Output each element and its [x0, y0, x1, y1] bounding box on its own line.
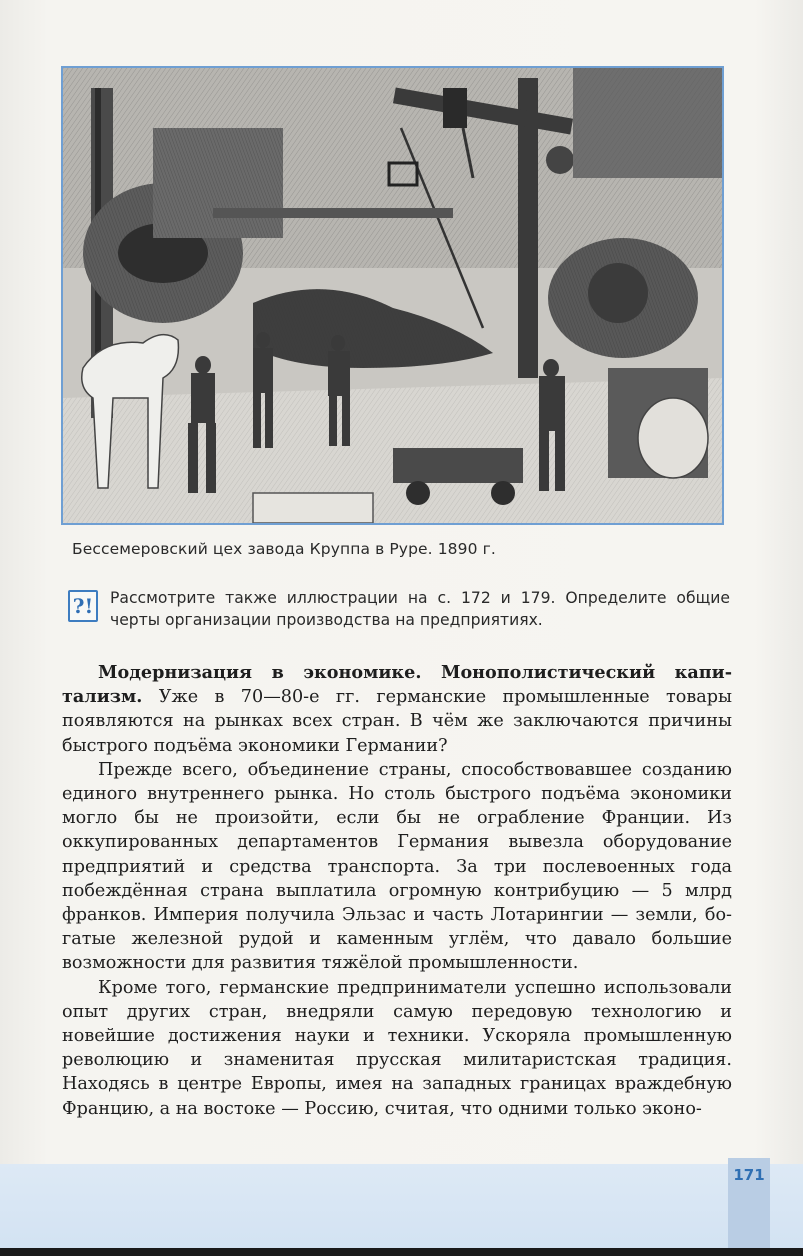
paragraph-1-text: Уже в 70—80-е гг. германские промышленные товары появляются на рынках всех стран. В чём же заключаются причины быстрого подъёма экономики Германии?: [62, 687, 732, 756]
page-number: 171: [733, 1166, 765, 1184]
paragraph-2: Прежде всего, объединение страны, способствовавшее созданию единого внутреннего рынка. Но столь быстрого подъёма экономики могло бы не произойти, если бы не ограбление Франции. Из оккупированных департаментов Германия вывезла оборудование предприятий и средства транспорта. За три послевоенных года побеждённая страна выплатила огромную контрибуцию — 5 млрд франков. Империя получила Эльзас и часть Лотарингии — земли, богатые железной рудой и каменным углём, что давало большие возможности для развития тяжёлой промышленности.: [62, 759, 732, 974]
footer-band: [0, 1164, 803, 1256]
main-text: [62, 661, 732, 1121]
section-heading: Модернизация в экономике. Монополистический капитализм.: [62, 662, 732, 708]
bottom-edge: [0, 1248, 803, 1256]
paragraph-1: [62, 661, 732, 758]
paragraph-3: Кроме того, германские предприниматели успешно использовали опыт других стран, внедряли самую передовую технологию и новейшие достижения науки и техники. Ускоряла промышленную революцию и знаменитая прусская милитаристская традиция. Находясь в центре Европы, имея на западных границах враждебную Францию, а на востоке — Россию, считая, что одними только эконо-: [62, 977, 732, 1119]
figure-caption: Бессемеровский цех завода Круппа в Руре. 1890 г.: [72, 540, 496, 558]
hint-text: Рассмотрите также иллюстрации на с. 172 и 179. Определите общие черты организации производства на предприятиях.: [110, 589, 730, 629]
question-exclamation-icon: ?!: [68, 590, 98, 622]
engraving-image: [63, 68, 722, 523]
factory-illustration: [61, 66, 724, 525]
